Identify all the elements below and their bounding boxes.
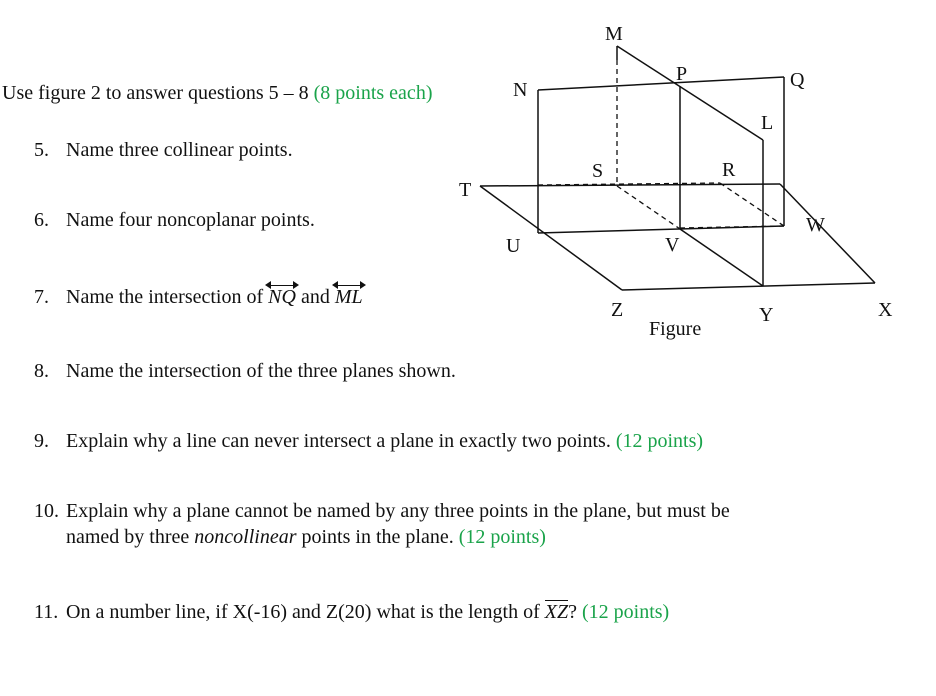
label-u: U — [506, 235, 521, 257]
question-text-a: named by three — [66, 526, 190, 548]
question-number: 9. — [34, 430, 49, 452]
question-text: On a number line, if X(-16) and Z(20) what is the length of — [66, 601, 540, 623]
line-vy — [680, 229, 763, 286]
question-text-line1: Explain why a plane cannot be named by any three points in the plane, but must be — [66, 500, 730, 522]
label-n: N — [513, 79, 528, 101]
question-6 — [34, 207, 315, 233]
figure-caption: Figure — [649, 318, 702, 340]
question-text-emphasis: noncollinear — [194, 526, 297, 548]
question-number: 5. — [34, 139, 49, 161]
question-8 — [34, 358, 456, 384]
plane-edge-left — [480, 186, 622, 290]
and-word: and — [300, 286, 330, 308]
question-5 — [34, 137, 293, 163]
question-text: Name the intersection of the three planes shown. — [66, 360, 456, 382]
question-text-b: points in the plane. — [301, 526, 454, 548]
line-nq — [538, 77, 784, 90]
label-q: Q — [790, 69, 805, 91]
question-number: 8. — [34, 360, 49, 382]
arrow-right-icon — [293, 281, 299, 289]
question-number: 10. — [34, 500, 59, 522]
question-mark: ? — [568, 601, 577, 623]
question-text: Name the intersection of — [66, 286, 264, 308]
line-ml — [617, 46, 763, 140]
question-text: Explain why a line can never intersect a plane in exactly two points. — [66, 430, 611, 452]
label-y: Y — [759, 304, 774, 326]
line-nq-notation: NQ — [268, 284, 296, 310]
question-points: (12 points) — [582, 601, 670, 623]
label-x: X — [878, 299, 893, 321]
intro-line — [2, 80, 432, 106]
label-p: P — [676, 63, 688, 85]
question-11 — [34, 599, 669, 625]
label-l: L — [761, 112, 774, 134]
question-7 — [34, 284, 363, 310]
label-m: M — [605, 23, 623, 45]
segment-xz-notation: XZ — [544, 601, 569, 623]
question-points: (12 points) — [615, 430, 704, 452]
arrow-right-icon — [360, 281, 366, 289]
label-t: T — [459, 179, 472, 201]
question-9 — [34, 428, 703, 454]
label-v: V — [665, 234, 680, 256]
question-number: 7. — [34, 286, 49, 308]
line-ml-notation: ML — [335, 284, 363, 310]
arrow-left-icon — [332, 281, 338, 289]
plane-edge-right — [780, 184, 875, 283]
label-w: W — [806, 214, 825, 236]
question-10-line2 — [66, 524, 546, 550]
question-text: Name three collinear points. — [66, 139, 293, 161]
label-s: S — [592, 160, 604, 182]
question-number: 11. — [34, 601, 59, 623]
intro-text: Use figure 2 to answer questions 5 – 8 — [2, 82, 309, 104]
dashed-sv — [617, 186, 680, 229]
label-r: R — [722, 159, 736, 181]
question-number: 6. — [34, 209, 49, 231]
label-z: Z — [611, 299, 624, 321]
dashed-rw — [720, 183, 784, 226]
plane-edge-front — [622, 283, 875, 290]
question-10 — [34, 498, 730, 524]
arrow-left-icon — [265, 281, 271, 289]
intro-points: (8 points each) — [313, 82, 433, 104]
question-text: Name four noncoplanar points. — [66, 209, 315, 231]
question-points: (12 points) — [458, 526, 546, 548]
